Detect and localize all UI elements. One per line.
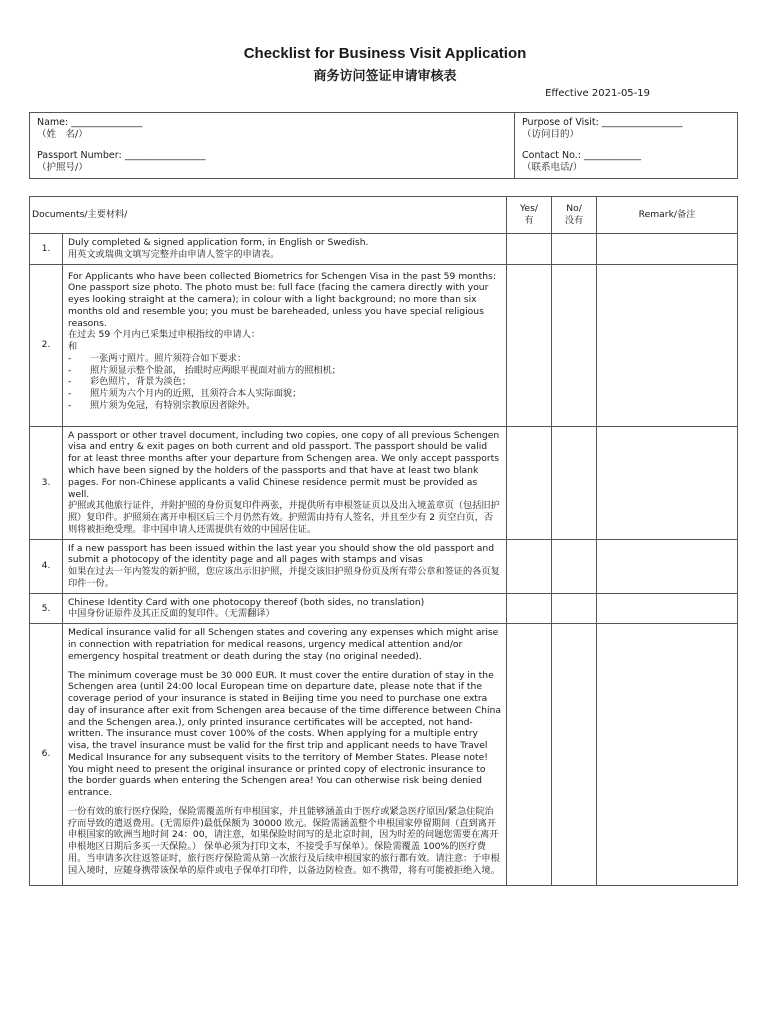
documents-checklist-table [29,196,738,886]
yes-checkbox-cell[interactable] [507,624,552,885]
remark-cell[interactable] [597,539,738,593]
yes-checkbox-cell[interactable] [507,539,552,593]
row-text-en: Chinese Identity Card with one photocopy thereof (both sides, no translation) [68,596,425,608]
row-description [63,264,507,426]
row-text-en: Medical insurance valid for all Schengen states and covering any expenses which might arise in connection with repatriation for medical reasons, urgency medical attention and/or emergency hospital treatment or death during the stay (no original needed). [68,627,499,662]
row-text-en: A passport or other travel document, including two copies, one copy of all previous Schengen visa and entry & exit pages on both current and old passport. The passport should be valid for at least three months after your departure from Schengen area. We only accept passports which have been signed by the holders of the passports and that have at least two blank pages. For non-Chinese applicants a valid Chinese residence permit must be provided as well. [68,429,500,500]
row-description [63,624,507,885]
no-header-en: No/ [566,203,582,215]
no-header [552,197,597,234]
remark-header: Remark/备注 [597,197,738,234]
row-description [63,539,507,593]
yes-header-en: Yes/ [520,203,538,215]
yes-checkbox-cell[interactable] [507,264,552,426]
row-number: 2. [30,264,63,426]
row-description [63,593,507,624]
yes-checkbox-cell[interactable] [507,234,552,265]
contact-label: Contact No.: ____________ [522,149,641,161]
remark-cell[interactable] [597,593,738,624]
yes-header [507,197,552,234]
applicant-info-table [29,112,738,179]
list-item: - 彩色照片，背景为淡色； [68,376,501,388]
row-text-en: Duly completed & signed application form, in English or Swedish. [68,237,369,248]
name-label-cn: （姓 名/） [37,129,88,141]
contact-label-cn: （联系电话/） [522,162,583,174]
photo-requirements-list [68,353,501,412]
table-row [30,264,738,426]
table-row [30,624,738,885]
row-number: 3. [30,426,63,539]
list-item: - 照片须为免冠，有特别宗教原因者除外。 [68,400,501,412]
no-checkbox-cell[interactable] [552,234,597,265]
remark-cell[interactable] [597,426,738,539]
purpose-cell[interactable] [515,113,738,179]
name-label: Name: _______________ [37,117,143,128]
row-text-cn: 在过去 59 个月内已采集过申根指纹的申请人： [68,329,261,341]
row-text-cn: 一份有效的旅行医疗保险，保险需覆盖所有申根国家，并且能够涵盖由于医疗或紧急医疗原因/紧急住院治疗而导致的遣返费用。(无需原件)最低保额为 30000 欧元。保险需涵盖整个申根国家停留期间（直到离开申根国家的欧洲当地时间 24：00，请注意，如果保险时间写的是北京时间，因为时差的问题您需要在离开申根地区日期后多买一天保险。） 保单必须为打印文本，不接受手写保单）。保险需覆盖 100%的医疗费用。当申请多次往返签证时，旅行医疗保险需从第一次旅行及后续申根国家的旅行都有效。请注意：于申根国入境时，应随身携带该保单的原件或电子保单打印件，以备边防检查。如不携带，将有可能被拒绝入境。 [68,805,500,876]
row-text-en-2: The minimum coverage must be 30 000 EUR. It must cover the entire duration of stay in the Schengen area (until 24:00 local European time on departure date, please note that if the coverage period of your insurance is stated in Beijing time you need to purchase one extra day of insurance after exit from Schengen area because of the time difference between China and the Schengen area.), only printed insurance certificates will be accepted, not hand-written. The insurance must cover 100% of the costs. When applying for a multiple entry visa, the travel insurance must be valid for the first trip and applicant needs to have Travel Medical Insurance for any subsequent visits to the territory of Member States. Please note! You might need to present the original insurance or printed copy of electronic insurance to the border guards when entering the Schengen area! You can otherwise risk being denied entrance. [68,669,501,799]
list-item: - 照片须显示整个脸部， 抬眼时应两眼平视面对前方的照相机； [68,365,501,377]
list-item: - 照片须为六个月内的近照，且须符合本人实际面貌； [68,388,501,400]
list-item: - 一张两寸照片。照片须符合如下要求： [68,353,501,365]
row-number: 1. [30,234,63,265]
row-text-en: If a new passport has been issued within the last year you should show the old passport and submit a photocopy of the identity page and all pages with stamps and visas [68,542,495,566]
row-description [63,426,507,539]
table-row [30,539,738,593]
remark-cell[interactable] [597,624,738,885]
purpose-label: Purpose of Visit: _________________ [522,117,683,128]
page-title: Checklist for Business Visit Application [243,45,527,62]
no-checkbox-cell[interactable] [552,426,597,539]
row-number: 5. [30,593,63,624]
row-description [63,234,507,265]
yes-checkbox-cell[interactable] [507,426,552,539]
passport-label: Passport Number: _________________ [37,149,206,161]
no-header-cn: 没有 [564,215,584,226]
yes-header-cn: 有 [524,215,534,226]
name-cell[interactable] [30,113,515,179]
documents-header: Documents/主要材料/ [30,197,507,234]
table-header-row [30,197,738,234]
table-row [30,593,738,624]
row-number: 4. [30,539,63,593]
row-text-cn: 护照或其他旅行证件，并附护照的身份页复印件两张，并提供所有申根签证页以及出入境盖章页（包括旧护照）复印件。护照须在离开申根区后三个月仍然有效。护照需由持有人签名，并且至少有 2 页空白页，否则将被拒绝受理。非中国申请人还需提供有效的中国居住证。 [68,500,500,535]
row-text-en-2: One passport size photo. The photo must be: full face (facing the camera directly with your eyes looking straight at the camera); in colour with a light background; no more than six months old and resemble you; you must be bareheaded, unless you have special religious reasons. [68,282,489,329]
row-text-cn-2: 和 [68,341,78,353]
row-text-cn: 如果在过去一年内签发的新护照，您应该出示旧护照，并提交该旧护照身份页及所有带公章和签证的各页复印件一份。 [68,566,500,589]
no-checkbox-cell[interactable] [552,539,597,593]
passport-label-cn: （护照号/） [37,162,88,174]
row-text-en: For Applicants who have been collected Biometrics for Schengen Visa in the past 59 months: [68,270,496,282]
remark-cell[interactable] [597,234,738,265]
remark-cell[interactable] [597,264,738,426]
effective-date: Effective 2021-05-19 [545,88,650,99]
table-row [30,426,738,539]
purpose-label-cn: （访问目的） [522,129,580,141]
no-checkbox-cell[interactable] [552,624,597,885]
page-subtitle: 商务访问签证申请审核表 [313,69,457,84]
yes-checkbox-cell[interactable] [507,593,552,624]
row-number: 6. [30,624,63,885]
no-checkbox-cell[interactable] [552,593,597,624]
table-row [30,234,738,265]
no-checkbox-cell[interactable] [552,264,597,426]
row-text-cn: 用英文或瑞典文填写完整并由申请人签字的申请表。 [68,248,280,260]
row-text-cn: 中国身份证原件及其正反面的复印件。（无需翻译） [68,608,275,620]
